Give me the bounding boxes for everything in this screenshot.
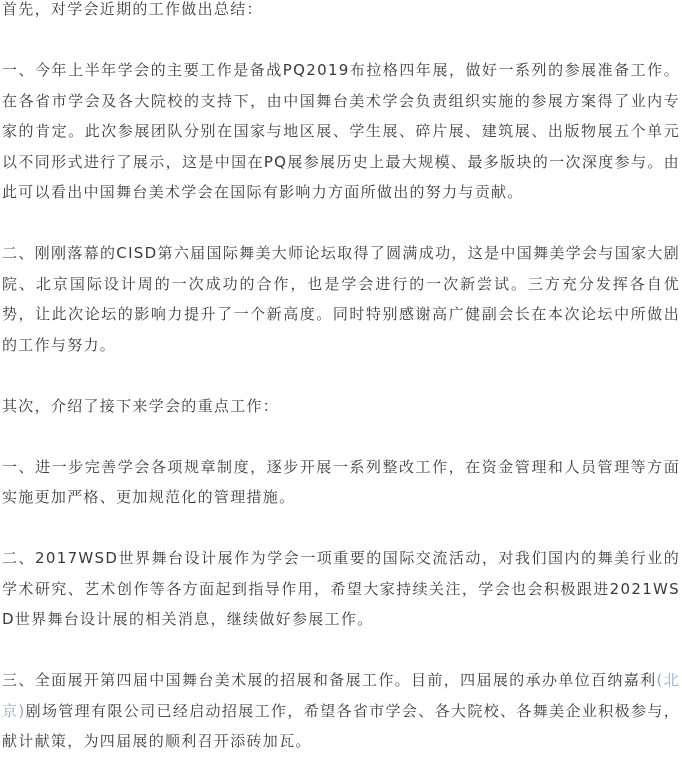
next-item-1: 一、进一步完善学会各项规章制度，逐步开展一系列整改工作，在资金管理和人员管理等方面实施更加严格、更加规范化的管理措施。 — [2, 457, 680, 506]
beijing-highlight: (北京) — [2, 671, 680, 720]
next-item-3-text-after: 剧场管理有限公司已经启动招展工作，希望各省市学会、各大院校、各舞美企业积极参与，献计献策，为四届展的顺利召开添砖加瓦。 — [2, 701, 680, 750]
next-item-2: 二、2017WSD世界舞台设计展作为学会一项重要的国际交流活动，对我们国内的舞美行业的学术研究、艺术创作等各方面起到指导作用，希望大家持续关注，学会也会积极跟进2021WSD世界舞台设计展的相关消息，继续做好参展工作。 — [2, 549, 680, 628]
next-item-3-text-before: 三、全面展开第四届中国舞台美术展的招展和备展工作。目前，四届展的承办单位百纳嘉利 — [2, 671, 657, 689]
intro-next-paragraph: 其次，介绍了接下来学会的重点工作： — [2, 396, 280, 415]
summary-item-2: 二、刚刚落幕的CISD第六届国际舞美大师论坛取得了圆满成功，这是中国舞美学会与国家大剧院、北京国际设计周的一次成功的合作，也是学会进行的一次新尝试。三方充分发挥各自优势，让此次论坛的影响力提升了一个新高度。同时特别感谢高广健副会长在本次论坛中所做出的工作与努力。 — [2, 244, 680, 354]
paragraph-spacer — [2, 25, 680, 56]
paragraph-spacer — [2, 208, 680, 239]
next-item-3 — [2, 665, 680, 757]
paragraph-spacer — [2, 360, 680, 391]
intro-summary-paragraph: 首先，对学会近期的工作做出总结： — [2, 0, 263, 18]
summary-item-1: 一、今年上半年学会的主要工作是备战PQ2019布拉格四年展，做好一系列的参展准备工作。在各省市学会及各大院校的支持下，由中国舞台美术学会负责组织实施的参展方案得了业内专家的肯定。此次参展团队分别在国家与地区展、学生展、碎片展、建筑展、出版物展五个单元以不同形式进行了展示，这是中国在PQ展参展历史上最大规模、最多版块的一次深度参与。由此可以看出中国舞台美术学会在国际有影响力方面所做出的努力与贡献。 — [2, 61, 680, 201]
article-body — [2, 0, 680, 757]
paragraph-spacer — [2, 421, 680, 452]
paragraph-spacer — [2, 513, 680, 544]
paragraph-spacer — [2, 635, 680, 666]
